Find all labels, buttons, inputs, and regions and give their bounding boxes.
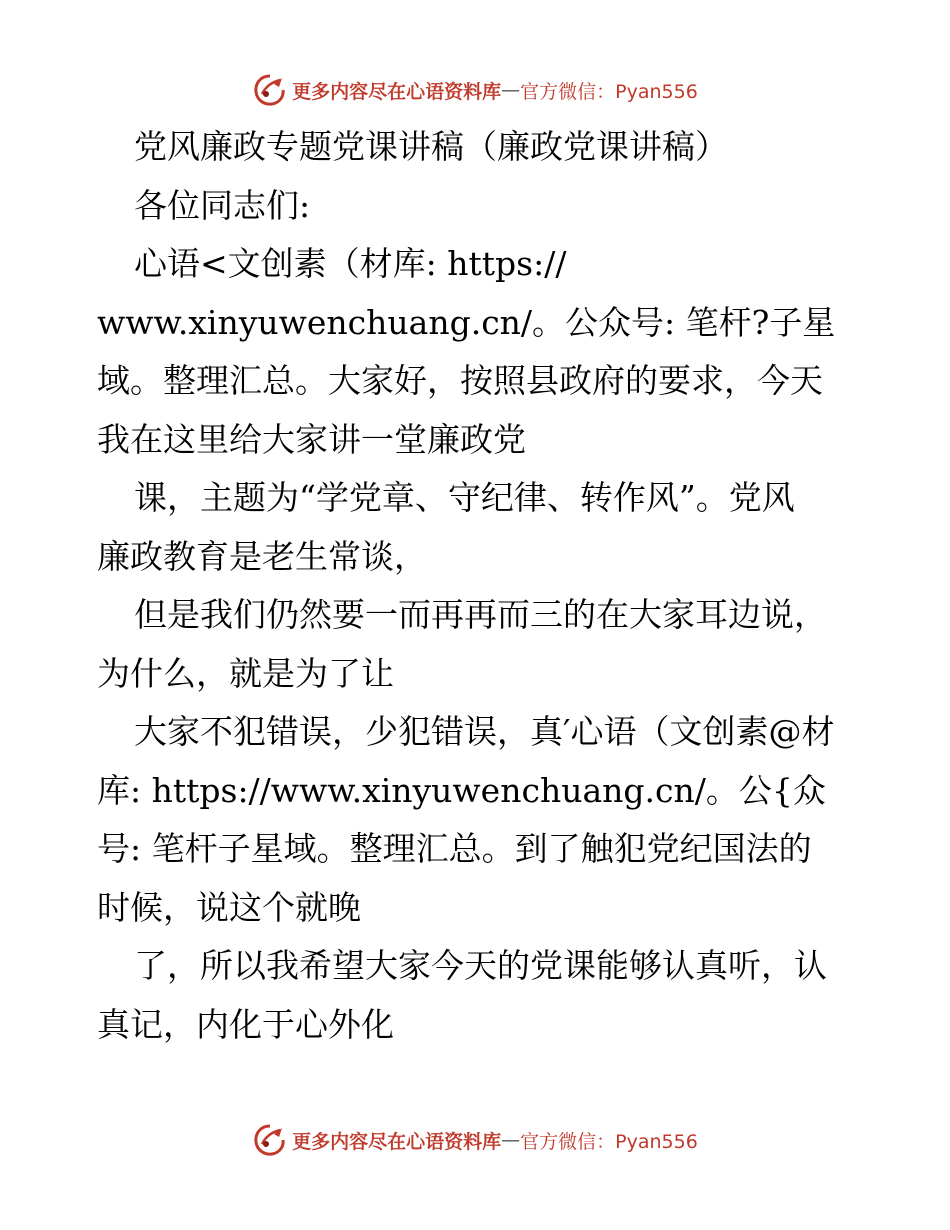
header-banner: [0, 70, 950, 110]
text-line: 廉政教育是老生常谈，: [97, 536, 427, 576]
text-line: 号: 笔杆子星域。整理汇总。到了触犯党纪国法的: [97, 829, 812, 868]
text-line: 大家不犯错误，少犯错误，真′心语（文创素@材: [134, 712, 835, 751]
text-line: 为什么，就是为了让: [97, 653, 394, 693]
text-line: 课，主题为“学党章、守纪律、转作风”。党风: [134, 478, 795, 517]
text-line: 但是我们仍然要一而再再而三的在大家耳边说，: [134, 595, 827, 634]
banner-wechat: 官方微信：Pyan556: [520, 80, 698, 103]
text-line: 心语<文创素（材库: https://: [134, 244, 567, 283]
text-line: 真记，内化于心外化: [97, 1004, 394, 1044]
pen-swirl-logo-icon: [252, 72, 288, 108]
text-line: 了，所以我希望大家今天的党课能够认真听，认: [134, 946, 827, 985]
banner-title: 更多内容尽在心语资料库: [292, 1130, 502, 1153]
document-body: [97, 118, 857, 1054]
footer-banner: [0, 1120, 950, 1160]
text-line: 各位同志们:: [134, 185, 311, 225]
pen-swirl-logo-icon: [252, 1122, 288, 1158]
banner-separator: —: [501, 79, 521, 101]
text-line: 域。整理汇总。大家好，按照县政府的要求，今天: [97, 361, 823, 400]
text-line: 时候，说这个就晚: [97, 887, 361, 927]
banner-title: 更多内容尽在心语资料库: [292, 80, 502, 103]
text-line: 库: https://www.xinyuwenchuang.cn/。公{众: [97, 770, 826, 810]
text-line: 我在这里给大家讲一堂廉政党: [97, 419, 526, 459]
text-line: 党风廉政专题党课讲稿（廉政党课讲稿）: [134, 127, 728, 166]
text-line: www.xinyuwenchuang.cn/。公众号: 笔杆?子星: [97, 302, 836, 342]
banner-wechat: 官方微信：Pyan556: [520, 1130, 698, 1153]
banner-separator: —: [501, 1129, 521, 1151]
